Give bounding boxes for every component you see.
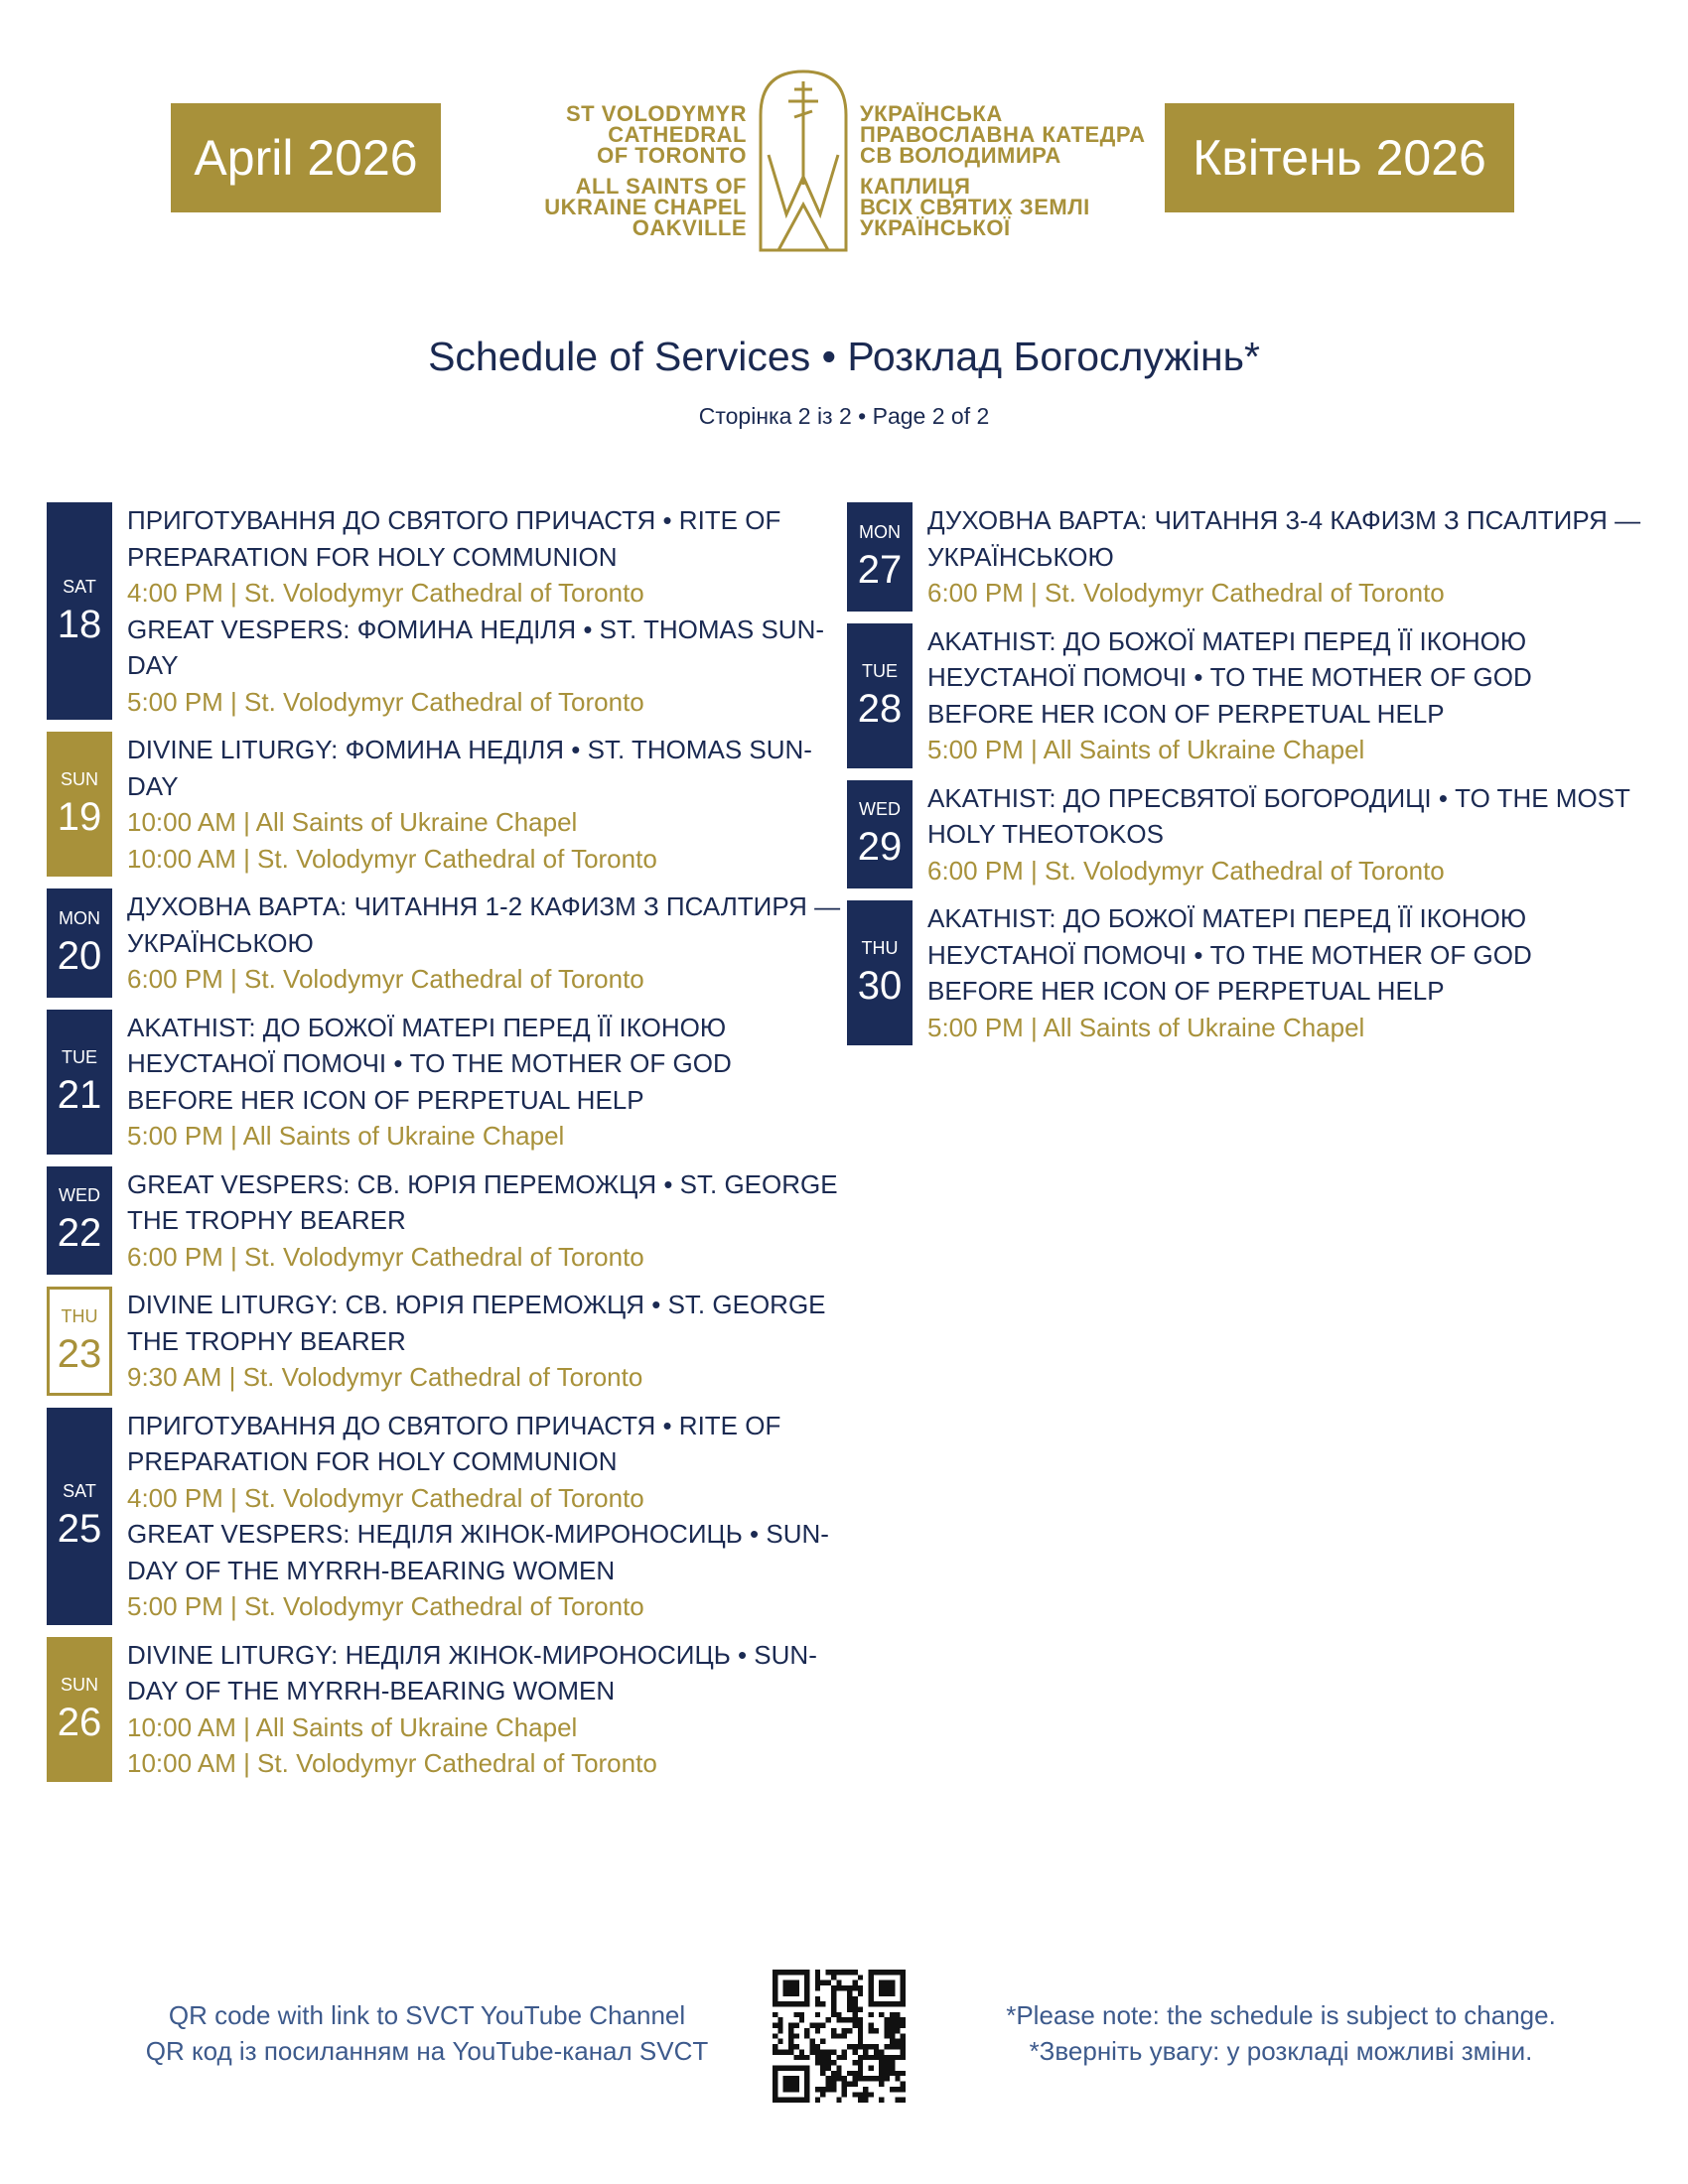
day-number: 29 [857, 825, 903, 870]
schedule-column-right [847, 502, 1641, 1057]
event-list [127, 1637, 841, 1782]
day-entry-30 [847, 900, 1641, 1045]
day-number: 27 [857, 547, 903, 592]
event-title: ДУХОВНА ВАРТА: ЧИТАННЯ 1-2 КАФИЗМ З ПСАЛТИРЯ — УКРАЇНСЬКОЮ [127, 891, 841, 958]
day-of-week: MON [59, 907, 100, 928]
day-entry-20 [47, 888, 841, 998]
day-entry-27 [847, 502, 1641, 612]
day-of-week: WED [859, 799, 901, 820]
note-ukrainian: *Зверніть увагу: у розкладі можливі зміни. [1029, 2036, 1533, 2066]
event-time-location: 10:00 AM | St. Volodymyr Cathedral of Toronto [127, 843, 657, 874]
date-badge [847, 623, 913, 768]
month-label-ukrainian: Квітень 2026 [1165, 103, 1514, 212]
youtube-qr-code-icon[interactable] [773, 1970, 906, 2103]
event-list [127, 1166, 841, 1276]
logo-text-ukrainian [860, 103, 1158, 238]
day-of-week: WED [59, 1185, 100, 1206]
event-time-location: 9:30 AM | St. Volodymyr Cathedral of Toronto [127, 1362, 643, 1392]
date-badge [847, 502, 913, 612]
event-title: GREAT VESPERS: ФОМИНА НЕДІЛЯ • ST. THOMAS SUN-DAY [127, 614, 824, 680]
day-of-week: SAT [63, 1481, 96, 1501]
event-list [927, 623, 1641, 768]
logo-line: UKRAINE CHAPEL [544, 195, 747, 219]
logo-line: УКРАЇНСЬКА [860, 101, 1003, 126]
day-number: 19 [57, 795, 102, 839]
date-badge [47, 1637, 112, 1782]
day-of-week: SAT [63, 576, 96, 597]
event-title: AKATHIST: ДО ПРЕСВЯТОЇ БОГОРОДИЦІ • TO THE MOST HOLY THEOTOKOS [927, 782, 1630, 849]
logo-line: ПРАВОСЛАВНА КАТЕДРА [860, 122, 1146, 147]
date-badge [47, 732, 112, 877]
event-time-location: 6:00 PM | St. Volodymyr Cathedral of Toronto [927, 855, 1445, 886]
date-badge [47, 1166, 112, 1276]
logo-text-english [536, 103, 747, 238]
event-title: ДУХОВНА ВАРТА: ЧИТАННЯ 3-4 КАФИЗМ З ПСАЛТИРЯ — УКРАЇНСЬКОЮ [927, 505, 1641, 572]
day-number: 18 [57, 602, 102, 646]
logo-line: OF TORONTO [597, 143, 747, 168]
day-number: 23 [57, 1331, 102, 1376]
day-entry-23 [47, 1287, 841, 1396]
event-title: AKATHIST: ДО БОЖОЇ МАТЕРІ ПЕРЕД ЇЇ ІКОНОЮ НЕУСТАНОЇ ПОМОЧІ • TO THE MOTHER OF GOD BEFORE HER ICON OF PERPETUAL HELP [127, 1012, 732, 1115]
day-entry-26 [47, 1637, 841, 1782]
month-label-english: April 2026 [171, 103, 441, 212]
day-entry-21 [47, 1010, 841, 1155]
day-number: 30 [857, 964, 903, 1008]
date-badge [47, 502, 112, 720]
day-of-week: SUN [60, 769, 98, 789]
qr-caption-ukrainian: QR код із посиланням на YouTube-канал SVCT [145, 2036, 709, 2066]
event-title: AKATHIST: ДО БОЖОЇ МАТЕРІ ПЕРЕД ЇЇ ІКОНОЮ НЕУСТАНОЇ ПОМОЧІ • TO THE MOTHER OF GOD BEFORE HER ICON OF PERPETUAL HELP [927, 625, 1532, 729]
logo-line: УКРАЇНСЬКОЇ [860, 215, 1011, 240]
event-title: AKATHIST: ДО БОЖОЇ МАТЕРІ ПЕРЕД ЇЇ ІКОНОЮ НЕУСТАНОЇ ПОМОЧІ • TO THE MOTHER OF GOD BEFORE HER ICON OF PERPETUAL HELP [927, 903, 1532, 1006]
date-badge [847, 900, 913, 1045]
event-list [127, 888, 841, 998]
event-title: GREAT VESPERS: НЕДІЛЯ ЖІНОК-МИРОНОСИЦЬ • SUN-DAY OF THE MYRRH-BEARING WOMEN [127, 1519, 829, 1585]
event-time-location: 6:00 PM | St. Volodymyr Cathedral of Toronto [127, 1241, 644, 1272]
logo-line: ALL SAINTS OF [575, 174, 747, 199]
event-title: DIVINE LITURGY: СВ. ЮРІЯ ПЕРЕМОЖЦЯ • ST. GEORGE THE TROPHY BEARER [127, 1290, 826, 1356]
logo-line: КАПЛИЦЯ [860, 174, 971, 199]
day-of-week: THU [61, 1305, 98, 1326]
logo-line: ST VOLODYMYR [565, 101, 747, 126]
event-time-location: 5:00 PM | St. Volodymyr Cathedral of Toronto [127, 686, 644, 717]
event-time-location: 4:00 PM | St. Volodymyr Cathedral of Toronto [127, 578, 644, 608]
day-entry-22 [47, 1166, 841, 1276]
logo-line: CATHEDRAL [608, 122, 747, 147]
day-of-week: MON [859, 521, 901, 542]
logo-line: СВ ВОЛОДИМИРА [860, 143, 1061, 168]
event-list [927, 780, 1641, 889]
event-title: ПРИГОТУВАННЯ ДО СВЯТОГО ПРИЧАСТЯ • RITE OF PREPARATION FOR HOLY COMMUNION [127, 1410, 781, 1476]
page-indicator: Сторінка 2 із 2 • Page 2 of 2 [698, 403, 990, 429]
day-number: 21 [57, 1072, 102, 1117]
day-entry-25 [47, 1408, 841, 1625]
event-time-location: 5:00 PM | St. Volodymyr Cathedral of Toronto [127, 1591, 644, 1621]
event-list [127, 502, 841, 720]
qr-caption-english: QR code with link to SVCT YouTube Channel [168, 2000, 686, 2030]
day-of-week: SUN [60, 1674, 98, 1695]
event-list [927, 900, 1641, 1045]
schedule-title: Schedule of Services • Розклад Богослужінь* [428, 334, 1260, 379]
schedule-change-note [933, 1997, 1628, 2069]
event-list [127, 732, 841, 877]
cathedral-cross-logo-icon [755, 66, 852, 254]
event-time-location: 6:00 PM | St. Volodymyr Cathedral of Toronto [927, 578, 1445, 608]
day-number: 28 [857, 686, 903, 731]
event-time-location: 4:00 PM | St. Volodymyr Cathedral of Toronto [127, 1482, 644, 1513]
day-entry-19 [47, 732, 841, 877]
event-list [927, 502, 1641, 612]
event-time-location: 10:00 AM | All Saints of Ukraine Chapel [127, 807, 578, 837]
event-list [127, 1010, 841, 1155]
day-of-week: THU [861, 938, 899, 958]
event-time-location: 10:00 AM | All Saints of Ukraine Chapel [127, 1711, 578, 1742]
event-time-location: 5:00 PM | All Saints of Ukraine Chapel [927, 735, 1365, 764]
date-badge [47, 1010, 112, 1155]
event-time-location: 6:00 PM | St. Volodymyr Cathedral of Toronto [127, 964, 644, 994]
date-badge [47, 1287, 112, 1396]
logo-line: OAKVILLE [632, 215, 747, 240]
day-number: 26 [57, 1700, 102, 1744]
qr-caption [99, 1997, 755, 2069]
note-english: *Please note: the schedule is subject to change. [1006, 2000, 1556, 2030]
day-of-week: TUE [62, 1046, 97, 1067]
day-entry-29 [847, 780, 1641, 889]
event-list [127, 1408, 841, 1625]
logo-line: ВСІХ СВЯТИХ ЗЕМЛІ [860, 195, 1090, 219]
event-title: DIVINE LITURGY: ФОМИНА НЕДІЛЯ • ST. THOMAS SUN-DAY [127, 735, 812, 801]
event-time-location: 5:00 PM | All Saints of Ukraine Chapel [927, 1012, 1365, 1042]
day-number: 25 [57, 1507, 102, 1551]
date-badge [847, 780, 913, 889]
schedule-column-left [47, 502, 841, 1794]
day-entry-28 [847, 623, 1641, 768]
event-title: GREAT VESPERS: СВ. ЮРІЯ ПЕРЕМОЖЦЯ • ST. GEORGE THE TROPHY BEARER [127, 1168, 838, 1235]
day-entry-18 [47, 502, 841, 720]
day-number: 22 [57, 1211, 102, 1256]
event-title: ПРИГОТУВАННЯ ДО СВЯТОГО ПРИЧАСТЯ • RITE OF PREPARATION FOR HOLY COMMUNION [127, 505, 781, 572]
day-number: 20 [57, 933, 102, 978]
date-badge [47, 1408, 112, 1625]
event-time-location: 5:00 PM | All Saints of Ukraine Chapel [127, 1121, 565, 1151]
event-time-location: 10:00 AM | St. Volodymyr Cathedral of Toronto [127, 1748, 657, 1778]
event-list [127, 1287, 841, 1396]
day-of-week: TUE [862, 660, 898, 681]
date-badge [47, 888, 112, 998]
event-title: DIVINE LITURGY: НЕДІЛЯ ЖІНОК-МИРОНОСИЦЬ • SUN-DAY OF THE MYRRH-BEARING WOMEN [127, 1639, 817, 1706]
